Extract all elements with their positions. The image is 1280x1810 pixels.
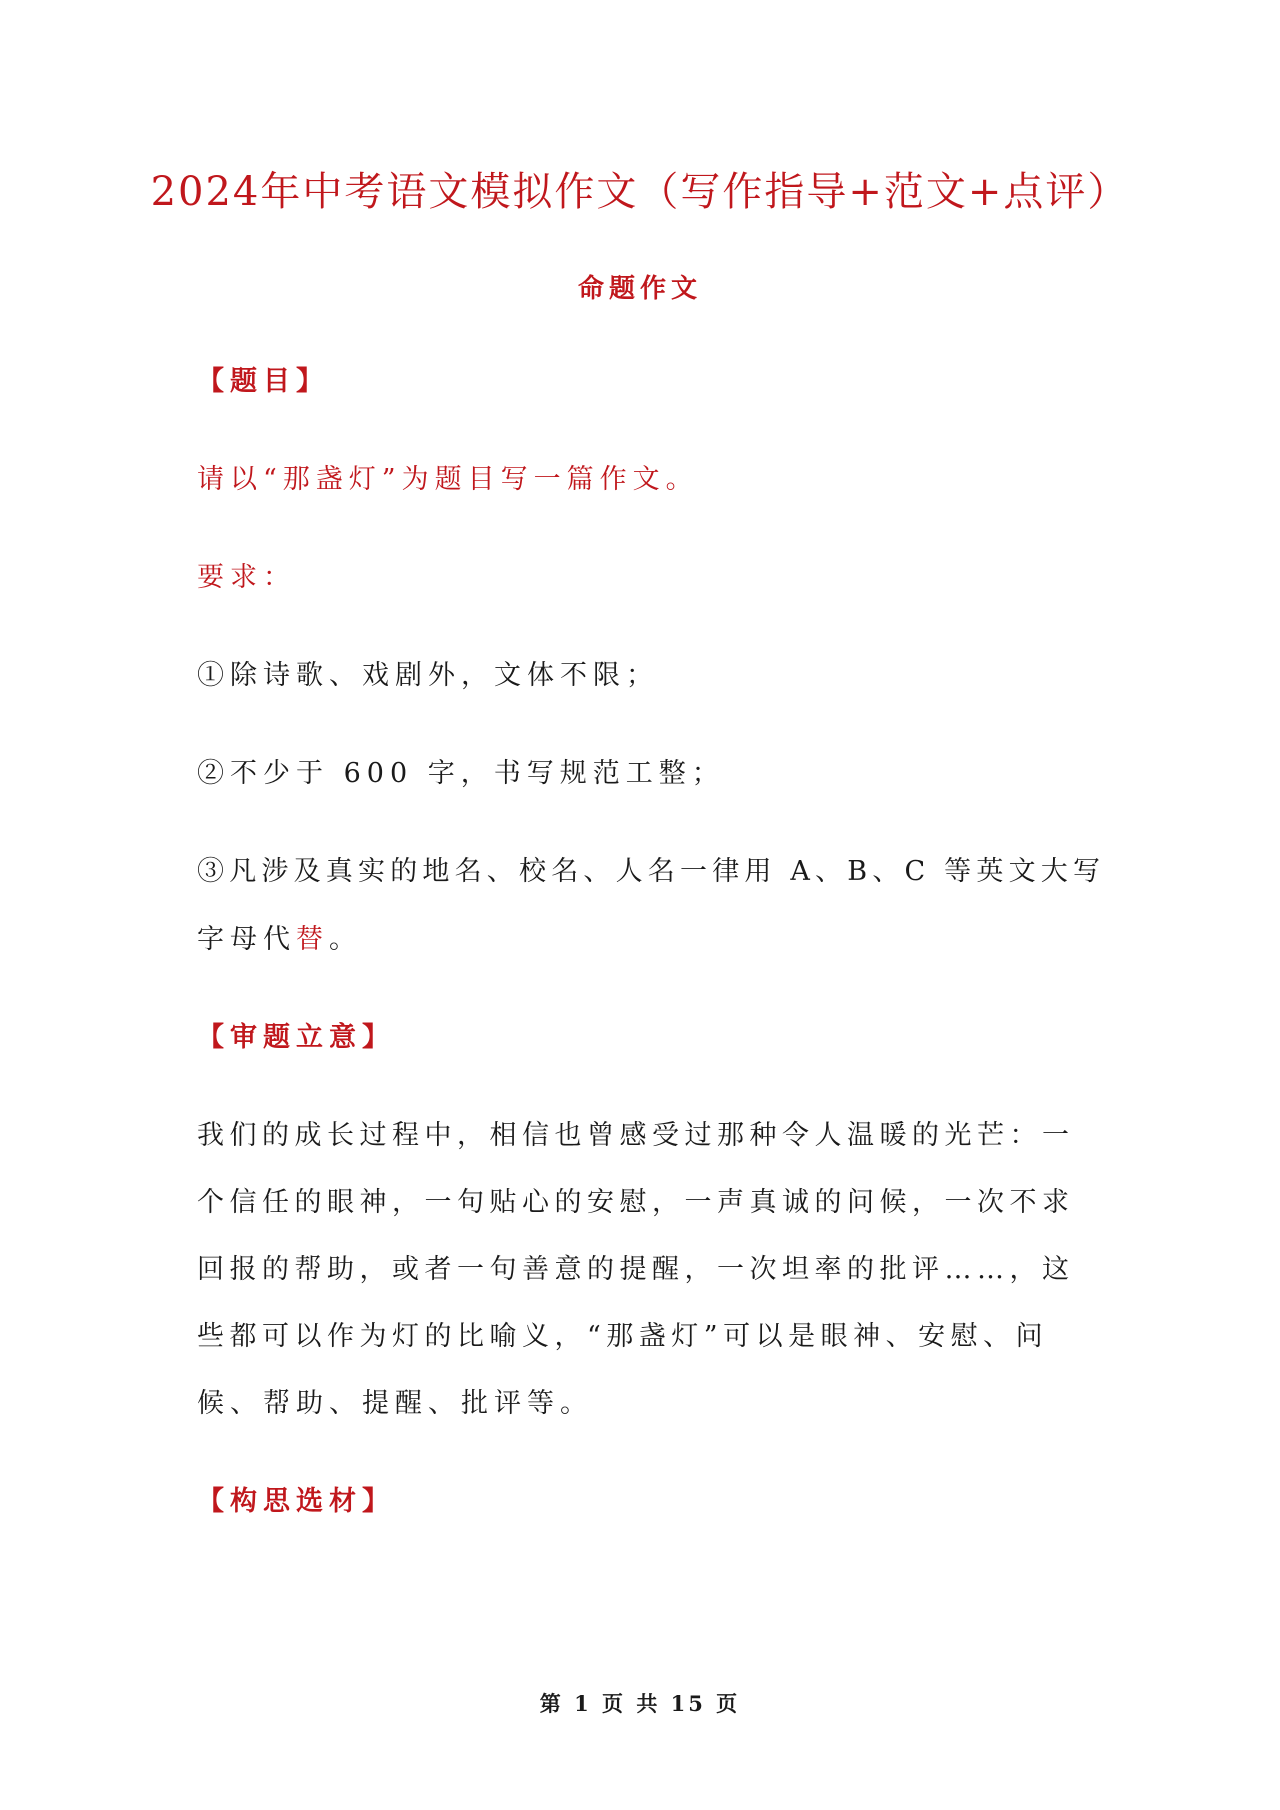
analysis-heading: 【审题立意】 xyxy=(197,1022,395,1053)
requirement-item-2: ②不少于 600 字，书写规范工整； xyxy=(197,758,725,789)
requirement-item-3-end: 。 xyxy=(329,924,362,955)
topic-heading: 【题目】 xyxy=(197,366,329,397)
requirement-item-3-text: 字母代 xyxy=(197,924,296,955)
analysis-line-1: 我们的成长过程中，相信也曾感受过那种令人温暖的光芒：一 xyxy=(197,1120,1075,1151)
requirement-item-3-highlight: 替 xyxy=(296,924,329,955)
document-subtitle: 命题作文 xyxy=(577,274,702,304)
analysis-line-5: 候、帮助、提醒、批评等。 xyxy=(197,1388,593,1419)
page-number-footer: 第 1 页 共 15 页 xyxy=(539,1691,741,1716)
analysis-line-4: 些都可以作为灯的比喻义，“那盏灯”可以是眼神、安慰、问 xyxy=(197,1321,1049,1352)
analysis-line-3: 回报的帮助，或者一句善意的提醒，一次坦率的批评……，这 xyxy=(197,1254,1075,1285)
requirement-item-3-line-2 xyxy=(197,920,1087,960)
material-heading: 【构思选材】 xyxy=(197,1486,395,1517)
requirements-label: 要求： xyxy=(197,562,296,593)
topic-prompt: 请以“那盏灯”为题目写一篇作文。 xyxy=(197,464,699,495)
requirement-item-1: ①除诗歌、戏剧外，文体不限； xyxy=(197,660,659,691)
document-title: 2024年中考语文模拟作文（写作指导+范文+点评） xyxy=(150,169,1130,215)
requirement-item-3-line-1: ③凡涉及真实的地名、校名、人名一律用 A、B、C 等英文大写 xyxy=(197,856,1106,887)
analysis-line-2: 个信任的眼神，一句贴心的安慰，一声真诚的问候，一次不求 xyxy=(197,1187,1075,1218)
